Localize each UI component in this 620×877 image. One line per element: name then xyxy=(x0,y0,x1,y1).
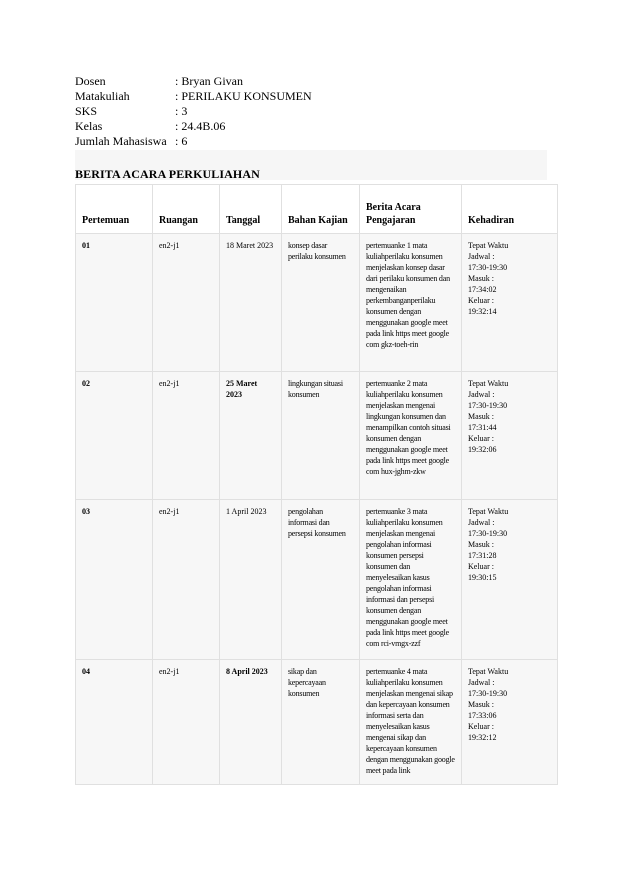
cell-kehadiran xyxy=(462,500,558,660)
attendance-masuk: 17:31:28 xyxy=(468,551,497,560)
attendance-status: Tepat Waktu xyxy=(468,667,509,676)
cell-berita-acara: pertemuanke 1 mata kuliahperilaku konsumen menjelaskan konsep dasar dari perilaku konsumen dan mengenaikan perkembanganperilaku konsumen dengan menggunakan google meet pada link https meet google com gkz-toeh-rin xyxy=(360,234,462,372)
cell-berita-acara: pertemuanke 3 mata kuliahperilaku konsumen menjelaskan mengenai pengolahan informasi konsumen persepsi konsumen dan menyelesaikan kasus pengolahan informasi informasi dan persepsi konsumen dengan menggunakan google meet pada link https meet google com rci-vmgx-zzf xyxy=(360,500,462,660)
info-row-jumlah-mahasiswa xyxy=(75,134,312,149)
attendance-masuk-label: Masuk : xyxy=(468,274,494,283)
attendance-masuk-label: Masuk : xyxy=(468,700,494,709)
header-bahan-kajian: Bahan Kajian xyxy=(282,185,360,234)
cell-bahan-kajian: lingkungan situasi konsumen xyxy=(282,372,360,500)
cell-berita-acara: pertemuanke 4 mata kuliahperilaku konsumen menjelaskan mengenai sikap dan kepercayaan konsumen informasi serta dan menyelesaikan kasus mengenai sikap dan kepercayaan konsumen dengan menggunakan google meet pada link xyxy=(360,660,462,785)
table-header-row xyxy=(76,185,558,234)
info-value: : 24.4B.06 xyxy=(175,119,226,133)
header-berita-acara: Berita Acara Pengajaran xyxy=(360,185,462,234)
info-value: : 3 xyxy=(175,104,188,118)
attendance-keluar-label: Keluar : xyxy=(468,722,494,731)
cell-bahan-kajian: sikap dan kepercayaan konsumen xyxy=(282,660,360,785)
info-value: : Bryan Givan xyxy=(175,74,243,88)
attendance-masuk: 17:34:02 xyxy=(468,285,497,294)
info-row-sks xyxy=(75,104,312,119)
attendance-jadwal-label: Jadwal : xyxy=(468,252,495,261)
table-row xyxy=(76,234,558,372)
attendance-keluar-label: Keluar : xyxy=(468,296,494,305)
attendance-keluar: 19:30:15 xyxy=(468,573,497,582)
attendance-jadwal-label: Jadwal : xyxy=(468,390,495,399)
attendance-keluar: 19:32:14 xyxy=(468,307,497,316)
attendance-jadwal: 17:30-19:30 xyxy=(468,263,508,272)
info-label: Jumlah Mahasiswa xyxy=(75,134,167,148)
info-value: : PERILAKU KONSUMEN xyxy=(175,89,312,103)
cell-ruangan: en2-j1 xyxy=(153,660,220,785)
attendance-jadwal-label: Jadwal : xyxy=(468,678,495,687)
cell-bahan-kajian: konsep dasar perilaku konsumen xyxy=(282,234,360,372)
header-kehadiran: Kehadiran xyxy=(462,185,558,234)
info-row-matakuliah xyxy=(75,89,312,104)
lecture-info xyxy=(75,74,312,149)
attendance-masuk: 17:33:06 xyxy=(468,711,497,720)
cell-ruangan: en2-j1 xyxy=(153,234,220,372)
info-label: Matakuliah xyxy=(75,89,130,103)
attendance-keluar: 19:32:06 xyxy=(468,445,497,454)
attendance-status: Tepat Waktu xyxy=(468,507,509,516)
attendance-masuk: 17:31:44 xyxy=(468,423,497,432)
header-tanggal: Tanggal xyxy=(220,185,282,234)
info-label: SKS xyxy=(75,104,98,118)
attendance-jadwal: 17:30-19:30 xyxy=(468,529,508,538)
header-ruangan: Ruangan xyxy=(153,185,220,234)
attendance-keluar-label: Keluar : xyxy=(468,434,494,443)
section-title: BERITA ACARA PERKULIAHAN xyxy=(75,167,260,181)
table-row xyxy=(76,660,558,785)
cell-kehadiran xyxy=(462,234,558,372)
attendance-jadwal: 17:30-19:30 xyxy=(468,689,508,698)
info-row-dosen xyxy=(75,74,312,89)
attendance-masuk-label: Masuk : xyxy=(468,412,494,421)
info-row-kelas xyxy=(75,119,312,134)
cell-ruangan: en2-j1 xyxy=(153,372,220,500)
attendance-keluar: 19:32:12 xyxy=(468,733,497,742)
attendance-masuk-label: Masuk : xyxy=(468,540,494,549)
cell-pertemuan: 02 xyxy=(76,372,153,500)
cell-tanggal: 8 April 2023 xyxy=(220,660,282,785)
header-pertemuan: Pertemuan xyxy=(76,185,153,234)
info-value: : 6 xyxy=(175,134,188,148)
cell-pertemuan: 01 xyxy=(76,234,153,372)
table-row xyxy=(76,372,558,500)
cell-pertemuan: 03 xyxy=(76,500,153,660)
cell-ruangan: en2-j1 xyxy=(153,500,220,660)
cell-bahan-kajian: pengolahan informasi dan persepsi konsumen xyxy=(282,500,360,660)
cell-kehadiran xyxy=(462,372,558,500)
attendance-jadwal-label: Jadwal : xyxy=(468,518,495,527)
table-row xyxy=(76,500,558,660)
cell-pertemuan: 04 xyxy=(76,660,153,785)
cell-berita-acara: pertemuanke 2 mata kuliahperilaku konsumen menjelaskan mengenai lingkungan konsumen dan menampilkan contoh situasi konsumen dengan menggunakan google meet pada link https meet google com hux-jghm-zkw xyxy=(360,372,462,500)
attendance-status: Tepat Waktu xyxy=(468,241,509,250)
cell-kehadiran xyxy=(462,660,558,785)
info-label: Dosen xyxy=(75,74,106,88)
info-label: Kelas xyxy=(75,119,103,133)
attendance-keluar-label: Keluar : xyxy=(468,562,494,571)
berita-acara-table xyxy=(75,184,558,785)
cell-tanggal: 1 April 2023 xyxy=(220,500,282,660)
attendance-jadwal: 17:30-19:30 xyxy=(468,401,508,410)
cell-tanggal: 25 Maret 2023 xyxy=(220,372,282,500)
attendance-status: Tepat Waktu xyxy=(468,379,509,388)
cell-tanggal: 18 Maret 2023 xyxy=(220,234,282,372)
